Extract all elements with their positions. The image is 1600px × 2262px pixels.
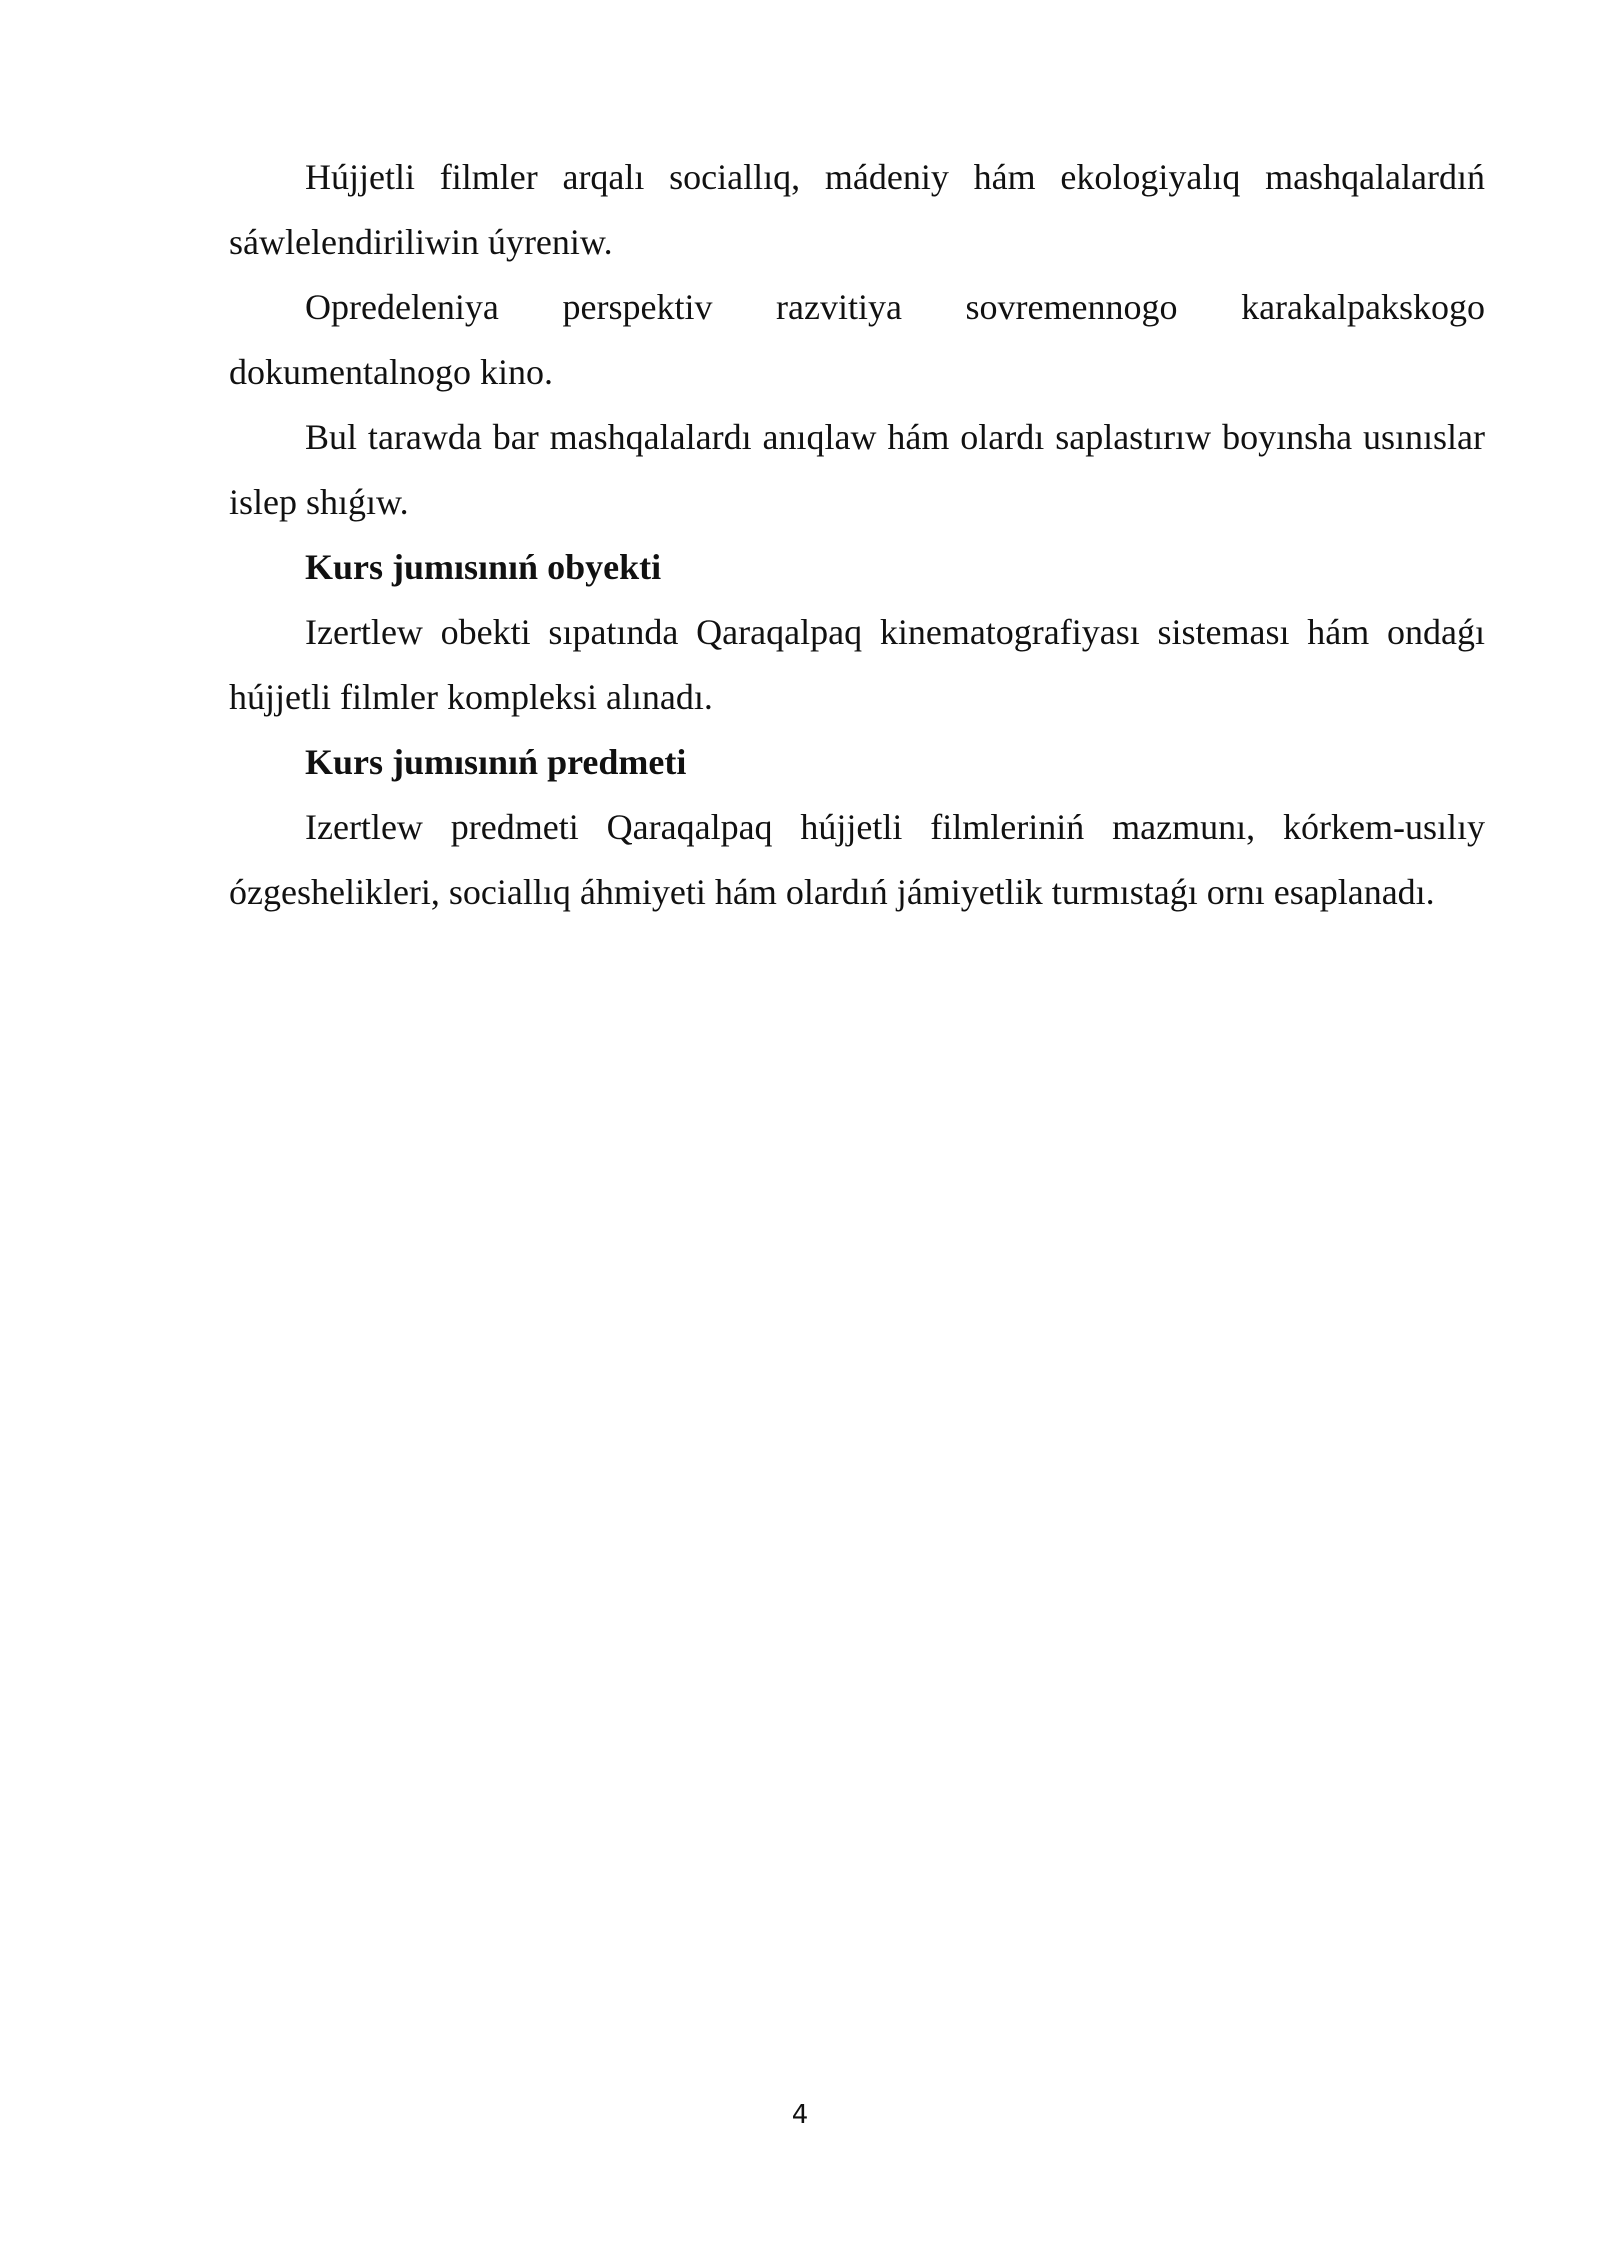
heading-subject: Kurs jumısınıń predmeti (305, 742, 687, 782)
heading-object: Kurs jumısınıń obyekti (305, 547, 662, 587)
document-body (229, 145, 1485, 925)
paragraph-subject: Izertlew predmeti Qaraqalpaq hújjetli filmleriniń mazmunı, kórkem-usılıy ózgeshelikleri, sociallıq áhmiyeti hám olardıń jámiyetlik turmıstaǵı ornı esaplanadı. (229, 807, 1485, 912)
paragraph-goal-social-issues: Hújjetli filmler arqalı sociallıq, mádeniy hám ekologiyalıq mashqalalardıń sáwlelendiriliwin úyreniw. (229, 157, 1485, 262)
page-number: 4 (791, 2100, 809, 2130)
paragraph-object: Izertlew obekti sıpatında Qaraqalpaq kinematografiyası sisteması hám ondaǵı hújjetli filmler kompleksi alınadı. (229, 612, 1485, 717)
paragraph-goal-recommendations: Bul tarawda bar mashqalalardı anıqlaw hám olardı saplastırıw boyınsha usınıslar islep shıǵıw. (229, 417, 1485, 522)
paragraph-goal-perspectives: Opredeleniya perspektiv razvitiya sovremennogo karakalpakskogo dokumentalnogo kino. (229, 287, 1485, 392)
